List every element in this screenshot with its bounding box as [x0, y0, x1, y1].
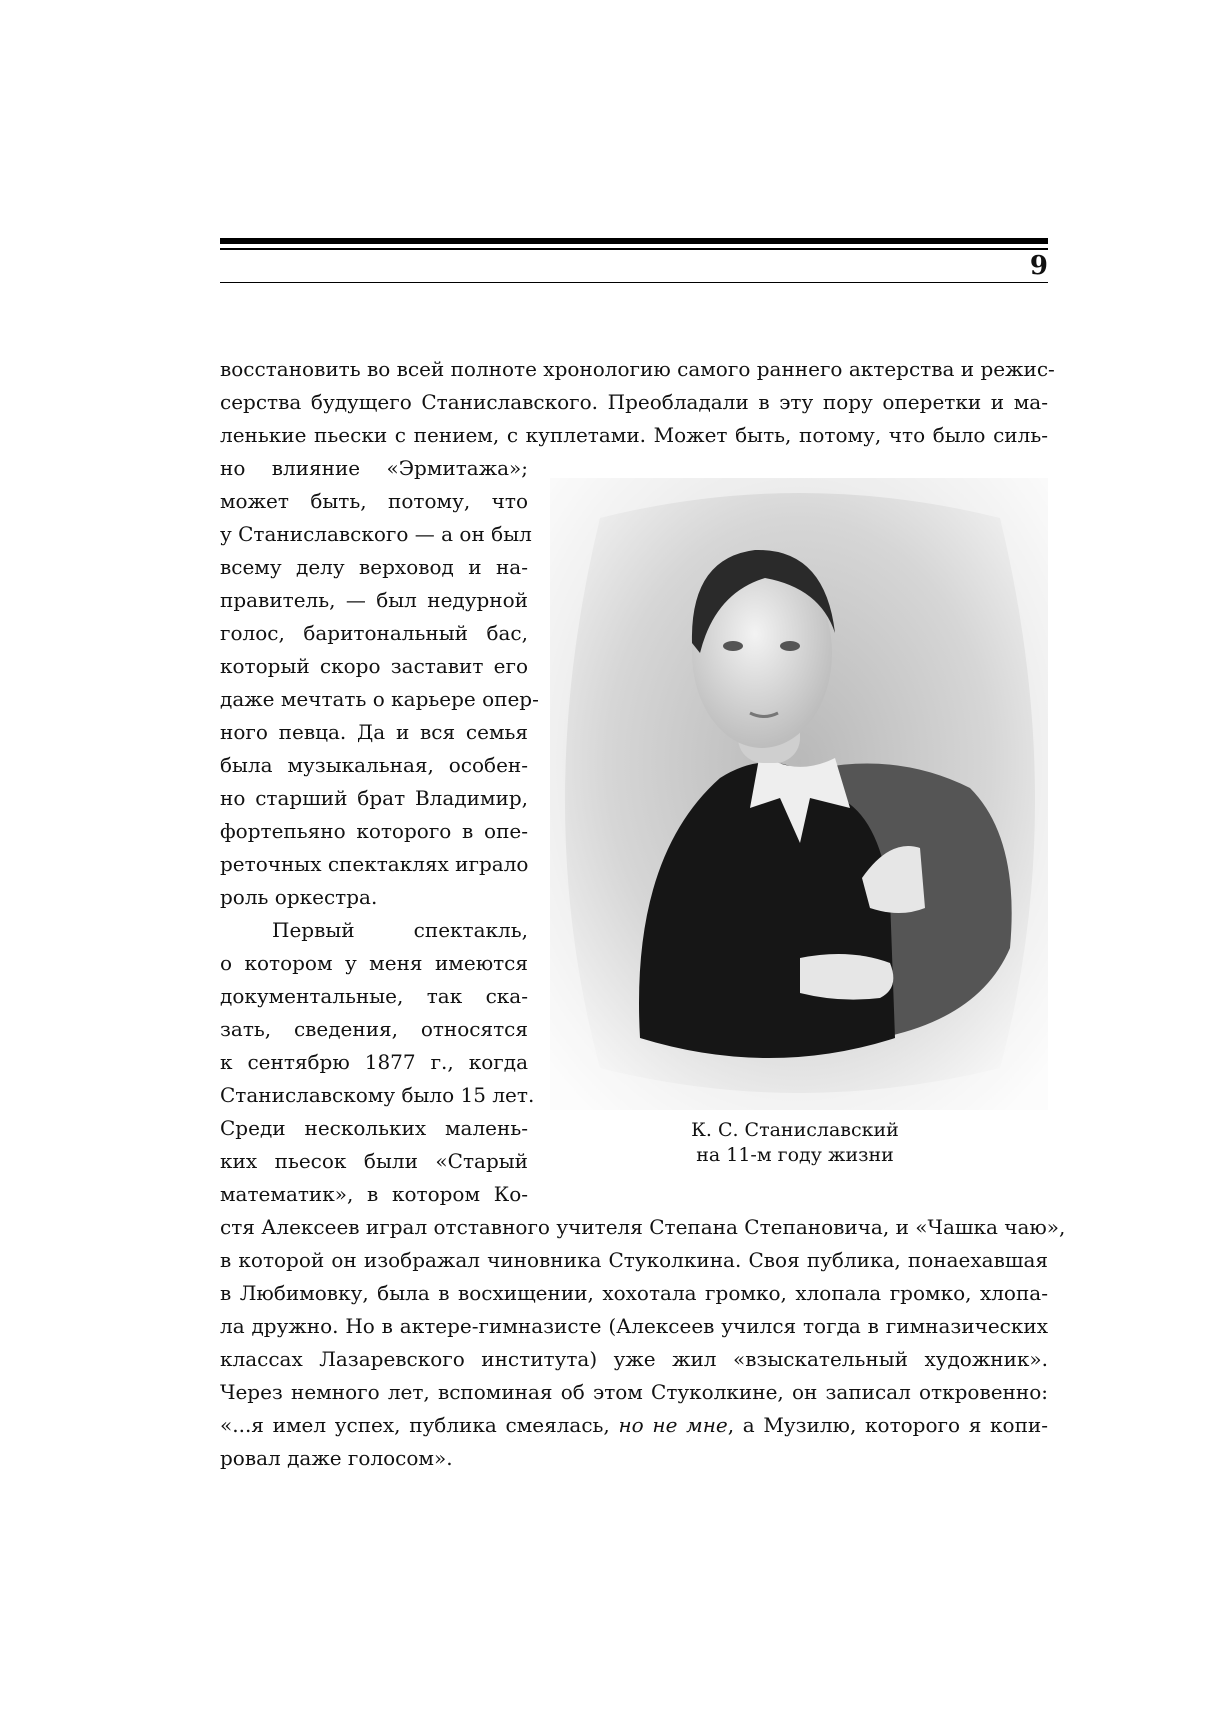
body-line: но влияние «Эрмитажа»;	[220, 456, 528, 480]
body-line: может быть, потому, что	[220, 489, 528, 513]
header-rule-thick	[220, 238, 1048, 244]
body-line: ла дружно. Но в актере-гимназисте (Алексеев учился тогда в гимназических	[220, 1314, 1048, 1338]
body-line: голос, баритональный бас,	[220, 621, 528, 645]
body-line: классах Лазаревского института) уже жил «взыскательный художник».	[220, 1347, 1048, 1371]
body-line: в которой он изображал чиновника Стуколкина. Своя публика, понаехавшая	[220, 1248, 1048, 1272]
body-line: фортепьяно которого в опе-	[220, 819, 528, 843]
body-line: математик», в котором Ко-	[220, 1182, 528, 1206]
paragraph-first-line: Первый спектакль,	[272, 918, 528, 942]
body-line: ровал даже голосом».	[220, 1446, 453, 1470]
body-line: Через немного лет, вспоминая об этом Стуколкине, он записал откровенно:	[220, 1380, 1048, 1404]
quote-line: «...я имел успех, публика смеялась, но не мне, а Музилю, которого я копи-	[220, 1413, 1048, 1437]
body-line: даже мечтать о карьере опер-	[220, 687, 539, 711]
body-line: правитель, — был недурной	[220, 588, 528, 612]
photo-caption-line1: К. С. Станиславский	[691, 1119, 899, 1141]
body-line: документальные, так ска-	[220, 984, 528, 1008]
body-line: роль оркестра.	[220, 885, 378, 909]
body-line: ного певца. Да и вся семья	[220, 720, 528, 744]
body-line: была музыкальная, особен-	[220, 753, 528, 777]
body-line: Станиславскому было 15 лет.	[220, 1083, 535, 1107]
body-line: о котором у меня имеются	[220, 951, 528, 975]
body-line: в Любимовку, была в восхищении, хохотала громко, хлопала громко, хлопа-	[220, 1281, 1048, 1305]
body-line: ких пьесок были «Старый	[220, 1149, 528, 1173]
body-line: который скоро заставит его	[220, 654, 528, 678]
body-line: реточных спектаклях играло	[220, 852, 529, 876]
body-line: к сентябрю 1877 г., когда	[220, 1050, 528, 1074]
body-line: зать, сведения, относятся	[220, 1017, 528, 1041]
page-number: 9	[1029, 251, 1048, 281]
body-line: но старший брат Владимир,	[220, 786, 528, 810]
body-line: у Станиславского — а он был	[220, 522, 532, 546]
header-rule-thin	[220, 282, 1048, 283]
body-line: всему делу верховод и на-	[220, 555, 528, 579]
body-line: ленькие пьески с пением, с куплетами. Может быть, потому, что было силь-	[220, 423, 1048, 447]
portrait-photo	[550, 478, 1048, 1110]
photo-caption-line2: на 11-м году жизни	[696, 1144, 894, 1166]
body-line: стя Алексеев играл отставного учителя Степана Степановича, и «Чашка чаю»,	[220, 1215, 1066, 1239]
body-line: восстановить во всей полноте хронологию самого раннего актерства и режис-	[220, 357, 1055, 381]
body-line: Среди нескольких малень-	[220, 1116, 528, 1140]
header-rule-double	[220, 248, 1048, 250]
italic-emphasis: но не мне	[618, 1413, 728, 1437]
body-line: серства будущего Станиславского. Преобладали в эту пору оперетки и ма-	[220, 390, 1048, 414]
